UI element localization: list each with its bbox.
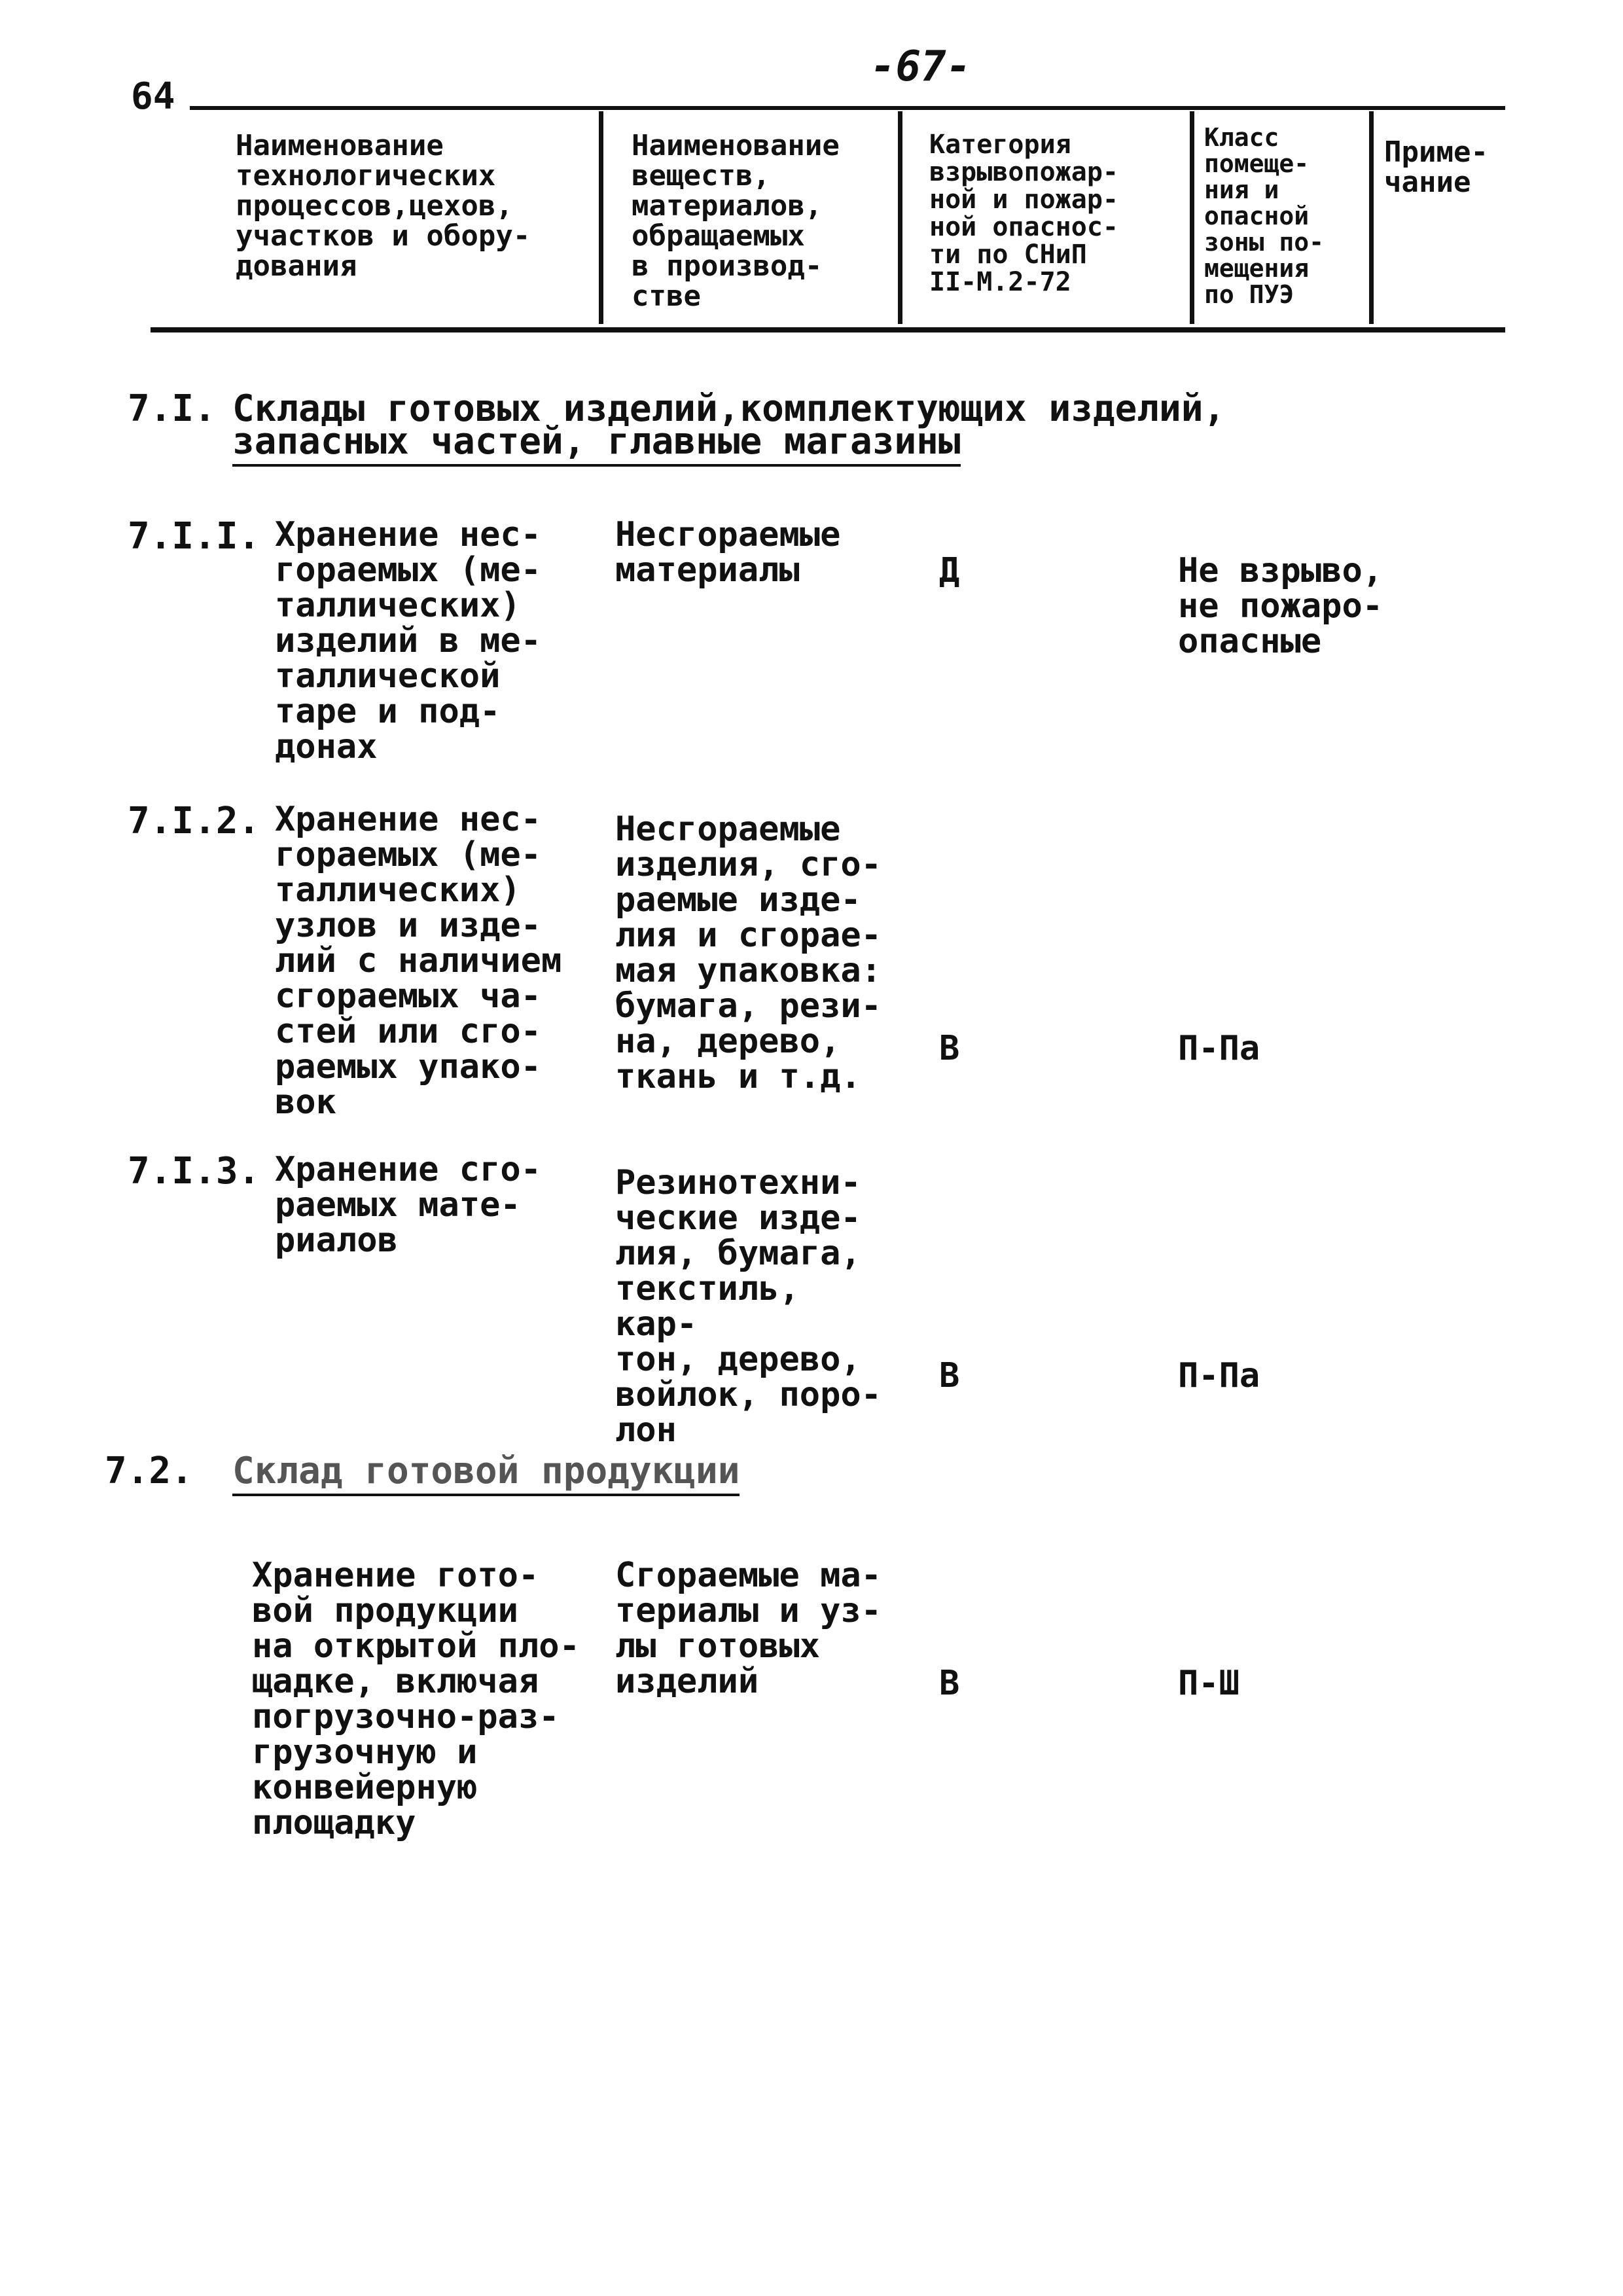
row-7-1-1-substances: Несгораемые материалы	[615, 515, 841, 590]
section-7-1-title-line2	[232, 422, 961, 461]
row-7-1-1-class: Не взрыво, не пожаро- опасные	[1178, 551, 1383, 661]
header-separator-4	[1369, 111, 1374, 324]
row-7-1-3-class: П-Па	[1178, 1356, 1260, 1395]
row-7-1-2-category: В	[939, 1029, 960, 1068]
row-7-1-3-process: Хранение сго- раемых мате- риалов	[275, 1150, 541, 1260]
row-7-1-2-process: Хранение нес- гораемых (ме- таллических) узлов и изде- лий с наличием сгораемых ча- стей или сго- раемых упако- вок	[275, 800, 562, 1122]
header-bottom-rule	[151, 327, 1505, 332]
row-7-1-3-number: 7.I.3.	[128, 1150, 260, 1193]
header-col-class: Класс помеще- ния и опасной зоны по- мещения по ПУЭ	[1204, 123, 1325, 309]
folio-left: 64	[131, 75, 175, 118]
row-7-1-3-category: В	[939, 1356, 960, 1395]
header-separator-3	[1190, 111, 1194, 324]
header-separator-1	[599, 111, 603, 324]
row-7-1-2-substances: Несгораемые изделия, сго- раемые изде- лия и сгорае- мая упаковка: бумага, рези- на, дерево, ткань и т.д.	[615, 810, 882, 1096]
row-7-1-1-number: 7.I.I.	[128, 515, 260, 558]
section-7-2-title-text: Склад готовой продукции	[232, 1450, 740, 1496]
header-top-rule	[190, 106, 1505, 110]
row-7-2-process: Хранение гото- вой продукции на открытой пло- щадке, включая погрузочно-раз- грузочную и конвейерную площадку	[252, 1556, 580, 1842]
header-col-substances: Наименование веществ, материалов, обращаемых в производ- стве	[632, 129, 840, 313]
row-7-1-2-number: 7.I.2.	[128, 800, 260, 842]
section-7-1-title-line1: Склады готовых изделий,комплектующих изделий,	[232, 387, 1226, 430]
page-number: -67-	[870, 43, 972, 91]
section-7-2-title	[232, 1452, 740, 1491]
section-7-1-title-line2-text: запасных частей, главные магазины	[232, 420, 961, 467]
section-7-2-number: 7.2.	[105, 1450, 193, 1492]
row-7-2-class: П-Ш	[1178, 1664, 1240, 1703]
row-7-1-1-category: Д	[939, 551, 960, 590]
header-col-note: Приме- чание	[1384, 135, 1488, 199]
row-7-2-category: В	[939, 1664, 960, 1703]
row-7-1-3-substances: Резинотехни- ческие изде- лия, бумага, текстиль, кар- тон, дерево, войлок, поро- лон	[615, 1163, 882, 1450]
header-separator-2	[898, 111, 902, 324]
row-7-1-1-process: Хранение нес- гораемых (ме- таллических) изделий в ме- таллической таре и под- донах	[275, 515, 541, 766]
row-7-2-substances: Сгораемые ма- териалы и уз- лы готовых изделий	[615, 1556, 882, 1701]
section-7-1-number: 7.I.	[128, 387, 216, 430]
row-7-1-2-class: П-Па	[1178, 1029, 1260, 1068]
header-col-category: Категория взрывопожар- ной и пожар- ной опаснос- ти по СНиП II-М.2-72	[929, 130, 1118, 297]
header-col-process: Наименование технологических процессов,цехов, участков и обору- дования	[236, 129, 531, 283]
